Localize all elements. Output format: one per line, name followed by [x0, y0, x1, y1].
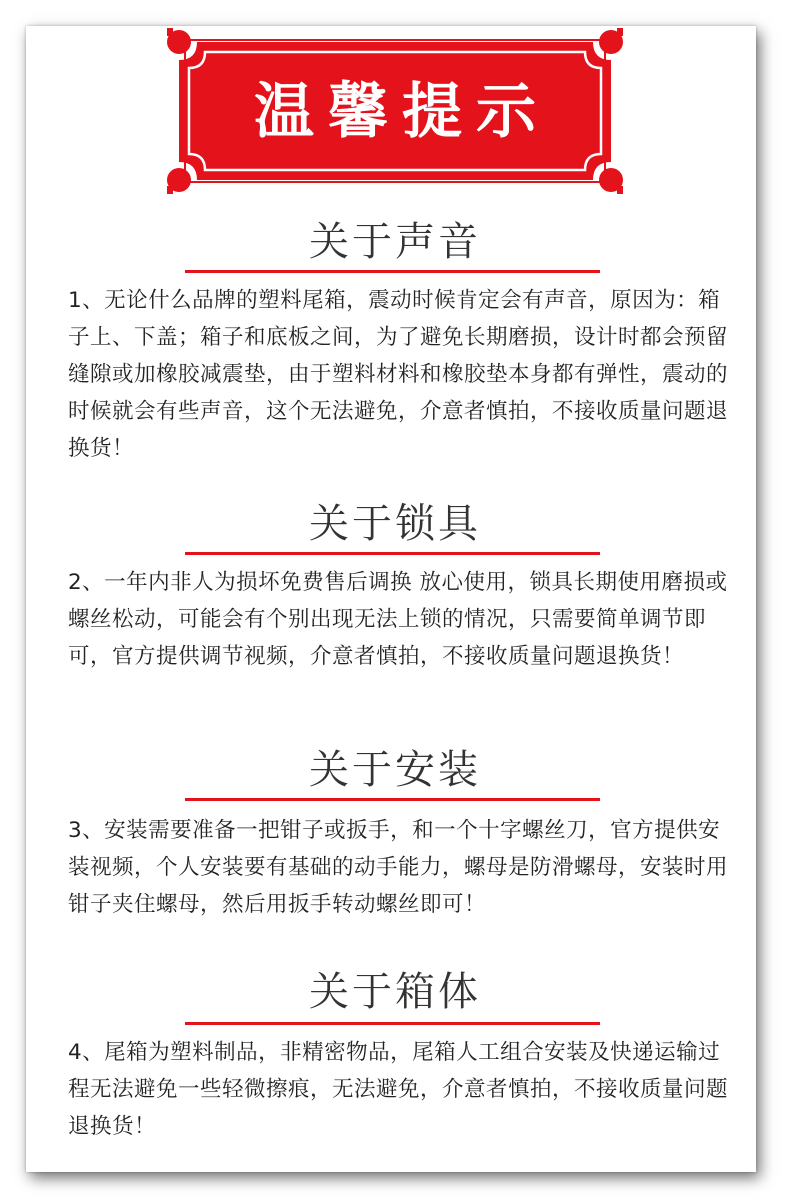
section-divider [185, 270, 600, 273]
section-title-install: 关于安装 [309, 747, 481, 793]
section-title-box: 关于箱体 [309, 969, 481, 1015]
section-title-sound: 关于声音 [309, 219, 481, 265]
section-divider [185, 552, 600, 555]
section-title-lock: 关于锁具 [309, 501, 481, 547]
scroll-banner [165, 22, 625, 200]
section-text-box: 4、尾箱为塑料制品，非精密物品，尾箱人工组合安装及快递运输过程无法避免一些轻微擦痕，无法避免，介意者慎拍，不接收质量问题退换货！ [68, 1040, 729, 1139]
section-text-lock: 2、一年内非人为损坏免费售后调换 放心使用，锁具长期使用磨损或螺丝松动，可能会有个别出现无法上锁的情况，只需要简单调节即可，官方提供调节视频，介意者慎拍，不接收质量问题退换货！ [68, 570, 728, 669]
section-divider [185, 1022, 600, 1025]
section-divider [185, 798, 600, 801]
section-text-install: 3、安装需要准备一把钳子或扳手，和一个十字螺丝刀，官方提供安装视频，个人安装要有基础的动手能力，螺母是防滑螺母，安装时用钳子夹住螺母，然后用扳手转动螺丝即可！ [68, 818, 729, 917]
banner-title: 温馨提示 [254, 77, 550, 147]
section-text-sound: 1、无论什么品牌的塑料尾箱，震动时候肯定会有声音，原因为：箱子上、下盖；箱子和底板之间，为了避免长期磨损，设计时都会预留缝隙或加橡胶减震垫，由于塑料材料和橡胶垫本身都有弹性，震动的时候就会有些声音，这个无法避免，介意者慎拍，不接收质量问题退换货！ [68, 288, 729, 461]
